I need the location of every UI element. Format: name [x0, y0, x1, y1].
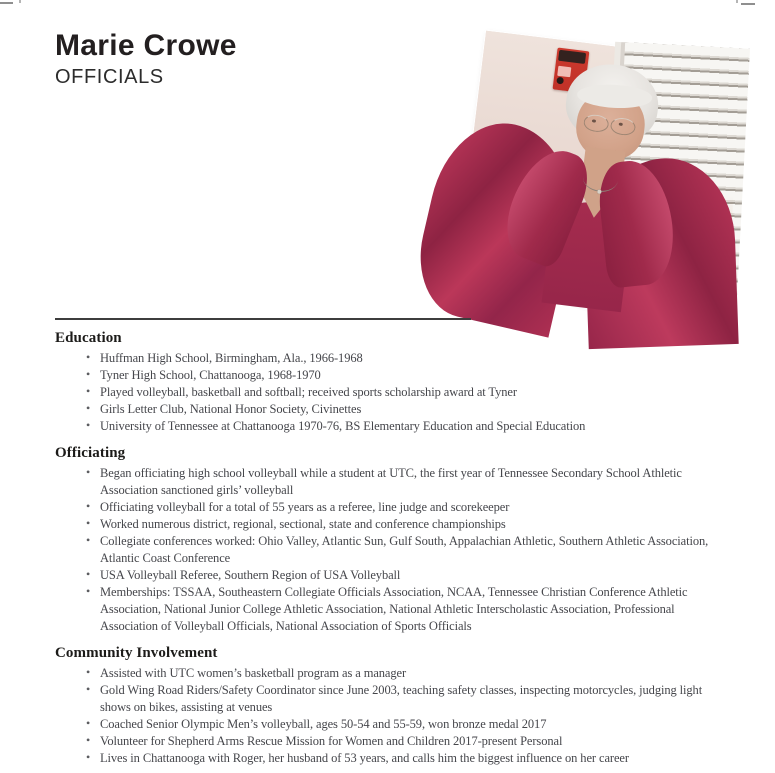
document-content: [55, 30, 713, 773]
crop-mark-top-right: [741, 3, 755, 5]
bullet-item: • Worked numerous district, regional, sectional, state and conference championships: [85, 516, 713, 533]
bullet-item: • Played volleyball, basketball and softball; received sports scholarship award at Tyner: [85, 384, 713, 401]
bullet-item: • Collegiate conferences worked: Ohio Valley, Atlantic Sun, Gulf South, Appalachian Athletic, Southern Athletic Association, Atlantic Coast Conference: [85, 533, 713, 567]
bullet-item: • Coached Senior Olympic Men’s volleyball, ages 50-54 and 55-59, won bronze medal 2017: [85, 716, 713, 733]
header-rule: [55, 318, 471, 320]
bullet-item: • Huffman High School, Birmingham, Ala., 1966-1968: [85, 350, 713, 367]
bullet-item: • Memberships: TSSAA, Southeastern Collegiate Officials Association, NCAA, Tennessee Christian Conference Athletic Association, National Junior College Athletic Association, National Athletic Interscholastic Association, Professional Association of Volleyball Officials, National Association of Sports Officials: [85, 584, 713, 635]
bullet-list: [55, 350, 713, 435]
bullet-item: • Volunteer for Shepherd Arms Rescue Mission for Women and Children 2017-present Personal: [85, 733, 713, 750]
bullet-item: • Officiating volleyball for a total of 55 years as a referee, line judge and scorekeeper: [85, 499, 713, 516]
bullet-list: [55, 465, 713, 635]
photo-float-spacer: [459, 30, 713, 318]
section-heading-officiating: Officiating: [55, 445, 126, 461]
bullet-item: • Girls Letter Club, National Honor Society, Civinettes: [85, 401, 713, 418]
bullet-item: • University of Tennessee at Chattanooga 1970-76, BS Elementary Education and Special Education: [85, 418, 713, 435]
section-heading-community-involvement: Community Involvement: [55, 645, 218, 661]
bullet-item: • Began officiating high school volleyball while a student at UTC, the first year of Tennessee Secondary School Athletic Association sanctioned girls’ volleyball: [85, 465, 713, 499]
crop-tick-top-right: [736, 0, 738, 3]
bullet-item: • Assisted with UTC women’s basketball program as a manager: [85, 665, 713, 682]
bullet-item: • Lives in Chattanooga with Roger, her husband of 53 years, and calls him the biggest influence on her career: [85, 750, 713, 767]
section-heading-education: Education: [55, 330, 122, 346]
crop-tick-top-left: [19, 0, 21, 3]
crop-mark-top-left: [0, 2, 13, 4]
sections-container: [55, 329, 713, 767]
page-title: Marie Crowe: [55, 29, 237, 62]
bullet-item: • USA Volleyball Referee, Southern Region of USA Volleyball: [85, 567, 713, 584]
page-subtitle: OFFICIALS: [55, 66, 164, 88]
bullet-item: • Gold Wing Road Riders/Safety Coordinator since June 2003, teaching safety classes, inspecting motorcycles, judging light shows on bikes, assisting at venues: [85, 682, 713, 716]
bullet-list: [55, 665, 713, 767]
bullet-item: • Tyner High School, Chattanooga, 1968-1970: [85, 367, 713, 384]
